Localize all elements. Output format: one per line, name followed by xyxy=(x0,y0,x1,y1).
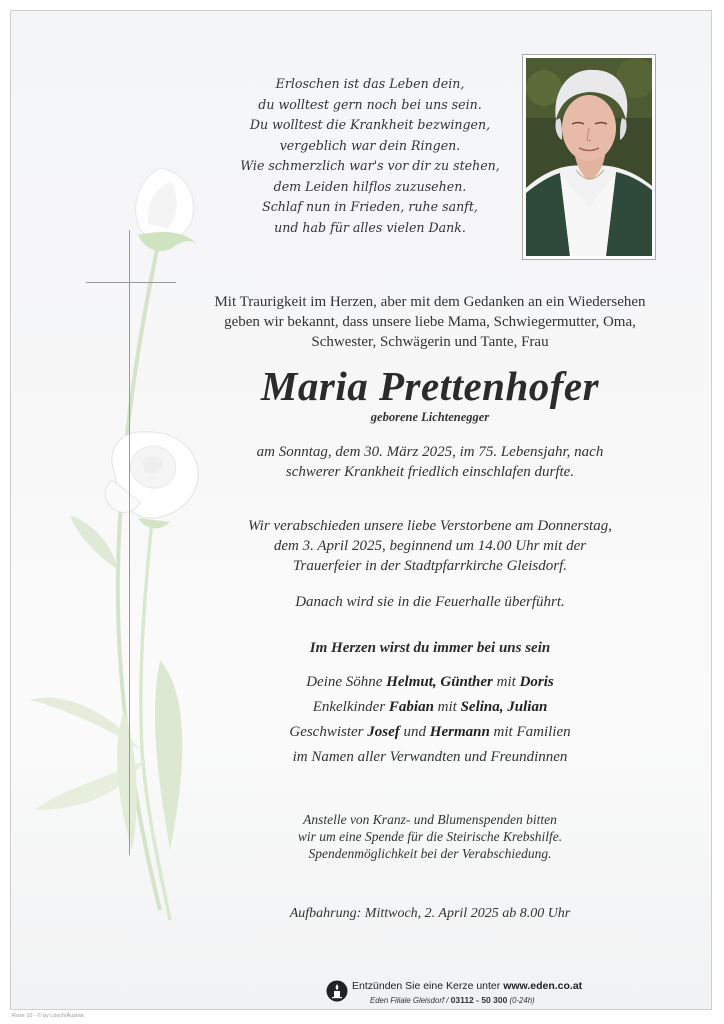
poem-line: Erloschen ist das Leben dein, xyxy=(275,76,465,91)
donation-line: wir um eine Spende für die Steirische Krebshilfe. xyxy=(297,829,563,844)
funeral-line: Trauerfeier in der Stadtpfarrkirche Gleisdorf. xyxy=(292,558,567,574)
death-notice xyxy=(180,442,680,482)
death-notice-line: am Sonntag, dem 30. März 2025, im 75. Lebensjahr, nach xyxy=(256,444,604,460)
portrait-photo xyxy=(522,54,656,260)
cremation-note xyxy=(180,592,680,612)
poem-line: Wie schmerzlich war's vor dir zu stehen, xyxy=(240,158,500,173)
sons-prefix: Deine Söhne xyxy=(306,674,383,690)
laying-out-info: Aufbahrung: Mittwoch, 2. April 2025 ab 8.00 Uhr xyxy=(289,906,571,921)
candle-text: Entzünden Sie eine Kerze unter xyxy=(352,980,501,992)
siblings-suffix: mit Familien xyxy=(493,724,571,740)
poem-line: vergeblich war dein Ringen. xyxy=(279,137,461,153)
sons-with: mit xyxy=(496,674,516,690)
intro-line: Mit Traurigkeit im Herzen, aber mit dem Gedanken an ein Wiedersehen xyxy=(214,294,646,310)
poem-line: und hab für alles vielen Dank. xyxy=(274,219,466,235)
cross-horizontal-line xyxy=(86,282,176,283)
candle-link-line xyxy=(352,980,632,992)
branch-name: Eden Filiale Gleisdorf / xyxy=(370,996,449,1005)
mourners-siblings xyxy=(180,720,680,745)
image-credit: Rose 10 - © by Lösch/Austria xyxy=(12,1013,84,1019)
cross-vertical-line xyxy=(129,230,130,855)
candle-icon xyxy=(326,980,348,1002)
birth-name: geborene Lichtenegger xyxy=(370,410,490,424)
donation-line: Spendenmöglichkeit bei der Verabschiedung. xyxy=(308,846,552,861)
mourners-list xyxy=(180,670,680,770)
grandchild-name: Fabian xyxy=(388,699,434,715)
opening-hours: (0-24h) xyxy=(509,996,535,1005)
death-notice-line: schwerer Krankheit friedlich einschlafen durfte. xyxy=(285,464,575,480)
grandchildren-names: Selina, Julian xyxy=(460,699,548,715)
intro-line: Schwester, Schwägerin und Tante, Frau xyxy=(311,334,549,350)
poem-line: Du wolltest die Krankheit bezwingen, xyxy=(249,117,491,132)
mourners-grandchildren xyxy=(180,695,680,720)
funeral-line: Wir verabschieden unsere liebe Verstorbene am Donnerstag, xyxy=(248,518,612,534)
branch-contact-line xyxy=(370,995,630,1005)
sons-names: Helmut, Günther xyxy=(386,674,493,690)
cremation-line: Danach wird sie in die Feuerhalle überführt. xyxy=(295,594,565,610)
funeral-line: dem 3. April 2025, beginnend um 14.00 Uhr mit der xyxy=(273,538,587,554)
siblings-and: und xyxy=(403,724,427,740)
siblings-prefix: Geschwister xyxy=(289,724,364,740)
mourners-relatives: im Namen aller Verwandten und Freundinnen xyxy=(292,749,568,765)
phone-number[interactable]: 03112 - 50 300 xyxy=(450,995,508,1005)
deceased-name: Maria Prettenhofer xyxy=(260,363,600,409)
sibling-name: Josef xyxy=(367,724,400,740)
intro-line: geben wir bekannt, dass unsere liebe Mama, Schwiegermutter, Oma, xyxy=(224,314,636,330)
motto: Im Herzen wirst du immer bei uns sein xyxy=(309,640,551,656)
poem-line: Schlaf nun in Frieden, ruhe sanft, xyxy=(262,199,478,214)
sibling-name: Hermann xyxy=(429,724,490,740)
sons-partner: Doris xyxy=(519,674,554,690)
donation-request xyxy=(180,811,680,862)
funeral-details xyxy=(180,516,680,576)
mourners-sons xyxy=(180,670,680,695)
announcement-intro xyxy=(180,292,680,352)
grandchildren-with: mit xyxy=(437,699,457,715)
website-link[interactable]: www.eden.co.at xyxy=(503,980,583,992)
grandchildren-prefix: Enkelkinder xyxy=(312,699,386,715)
poem-line: dem Leiden hilflos zuzusehen. xyxy=(273,178,467,194)
memorial-poem xyxy=(230,74,510,238)
donation-line: Anstelle von Kranz- und Blumenspenden bitten xyxy=(303,812,557,827)
poem-line: du wolltest gern noch bei uns sein. xyxy=(258,96,482,112)
